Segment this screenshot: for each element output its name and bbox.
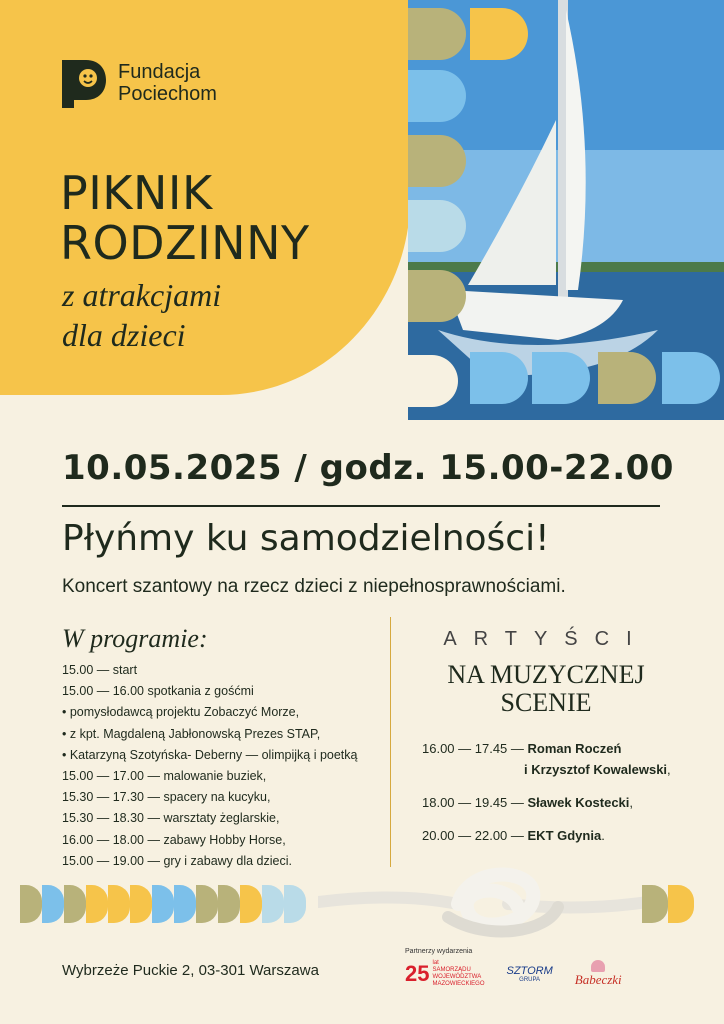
event-address: Wybrzeże Puckie 2, 03-301 Warszawa <box>62 962 319 979</box>
concert-description: Koncert szantowy na rzecz dzieci z niepełnosprawnościami. <box>62 576 566 597</box>
cupcake-icon <box>591 960 605 972</box>
artist-row <box>422 825 671 846</box>
subtitle-line-1: z atrakcjami <box>62 277 222 313</box>
artist-row <box>422 738 671 759</box>
event-subtitle <box>62 275 221 355</box>
partner-sztorm-sub: GRUPA <box>519 977 541 983</box>
p-pattern-strip-right <box>642 885 694 923</box>
partner-25-number: 25 <box>405 961 430 986</box>
artists-sub-line-2: SCENIE <box>500 688 592 717</box>
partners-label: Partnerzy wydarzenia <box>405 948 473 955</box>
logo-line-1: Fundacja <box>118 61 201 83</box>
pattern-shape <box>174 885 196 923</box>
artist-time: 18.00 — 19.45 — <box>422 795 528 810</box>
pattern-shape <box>152 885 174 923</box>
artists-label: ARTYŚCI <box>443 628 649 650</box>
logo-line-2: Pociechom <box>118 83 217 105</box>
pattern-shape <box>108 885 130 923</box>
program-item: 16.00 — 18.00 — zabawy Hobby Horse, <box>62 832 286 847</box>
partner-logo-mazowieckie <box>405 960 485 988</box>
program-item: 15.30 — 18.30 — warsztaty żeglarskie, <box>62 811 280 826</box>
partner-25-text <box>432 960 484 988</box>
pattern-shape <box>130 885 152 923</box>
artist-punct: , <box>629 795 634 810</box>
artists-subheading <box>412 661 680 717</box>
partner-logo-babeczki <box>575 960 622 988</box>
rope-knot-image <box>318 862 648 942</box>
artist-row <box>422 759 671 780</box>
pattern-shape <box>668 885 694 923</box>
partner-25-lat: lat <box>432 960 439 966</box>
pattern-shape <box>42 885 64 923</box>
program-heading: W programie: <box>62 624 208 653</box>
title-line-1: PIKNIK <box>60 166 213 220</box>
program-item: 15.30 — 17.30 — spacery na kucyku, <box>62 790 271 805</box>
program-item: • z kpt. Magdaleną Jabłonowską Prezes STAP, <box>62 726 321 741</box>
pattern-shape <box>196 885 218 923</box>
artists-list <box>422 738 671 846</box>
logo-mark-icon <box>58 56 108 110</box>
pattern-shape <box>240 885 262 923</box>
artist-time: 20.00 — 22.00 — <box>422 828 528 843</box>
subtitle-line-2: dla dzieci <box>62 317 186 353</box>
sailboat-illustration <box>408 0 724 420</box>
artist-time: 16.00 — 17.45 — <box>422 741 528 756</box>
artists-sub-line-1: NA MUZYCZNEJ <box>447 660 645 689</box>
p-pattern-strip <box>20 885 306 925</box>
artist-name: Roman Roczeń <box>527 741 622 756</box>
artist-punct: , <box>667 762 671 777</box>
artist-name: EKT Gdynia <box>527 828 602 843</box>
column-divider <box>390 617 391 867</box>
event-title <box>60 168 310 268</box>
divider-line <box>62 505 660 507</box>
partners-logos <box>405 960 622 988</box>
partner-sztorm-name: SZTORM <box>506 965 553 977</box>
program-list <box>62 660 357 872</box>
artist-punct: . <box>601 828 605 843</box>
program-item: 15.00 — 17.00 — malowanie buziek, <box>62 769 267 784</box>
pattern-shape <box>284 885 306 923</box>
title-line-2: RODZINNY <box>60 216 310 270</box>
pattern-shape <box>642 885 668 923</box>
foundation-logo <box>58 56 217 110</box>
program-item: 15.00 — 19.00 — gry i zabawy dla dzieci. <box>62 853 292 868</box>
event-date: 10.05.2025 / godz. 15.00-22.00 <box>62 448 674 488</box>
program-item: 15.00 — start <box>62 663 138 677</box>
pattern-shape <box>64 885 86 923</box>
pattern-shape <box>218 885 240 923</box>
program-item: 15.00 — 16.00 spotkania z gośćmi <box>62 684 254 699</box>
partner-babeczki-name: Babeczki <box>574 972 622 987</box>
partner-logo-sztorm <box>507 965 553 983</box>
artist-name: i Krzysztof Kowalewski <box>524 762 668 777</box>
program-item: • Katarzyną Szotyńska- Deberny — olimpijką i poetką <box>62 747 358 762</box>
pattern-shape <box>20 885 42 923</box>
artist-name: Sławek Kostecki <box>527 795 630 810</box>
partner-25-line-1: SAMORZĄDU <box>432 967 471 973</box>
partner-25-line-3: MAZOWIECKIEGO <box>432 981 485 987</box>
partner-25-line-2: WOJEWÓDZTWA <box>432 974 482 980</box>
program-item: • pomysłodawcą projektu Zobaczyć Morze, <box>62 705 300 720</box>
pattern-shape <box>262 885 284 923</box>
artist-row <box>422 792 671 813</box>
artists-heading <box>412 628 680 717</box>
sailboat-photo <box>408 0 724 420</box>
pattern-shape <box>86 885 108 923</box>
event-motto: Płyńmy ku samodzielności! <box>62 518 550 559</box>
